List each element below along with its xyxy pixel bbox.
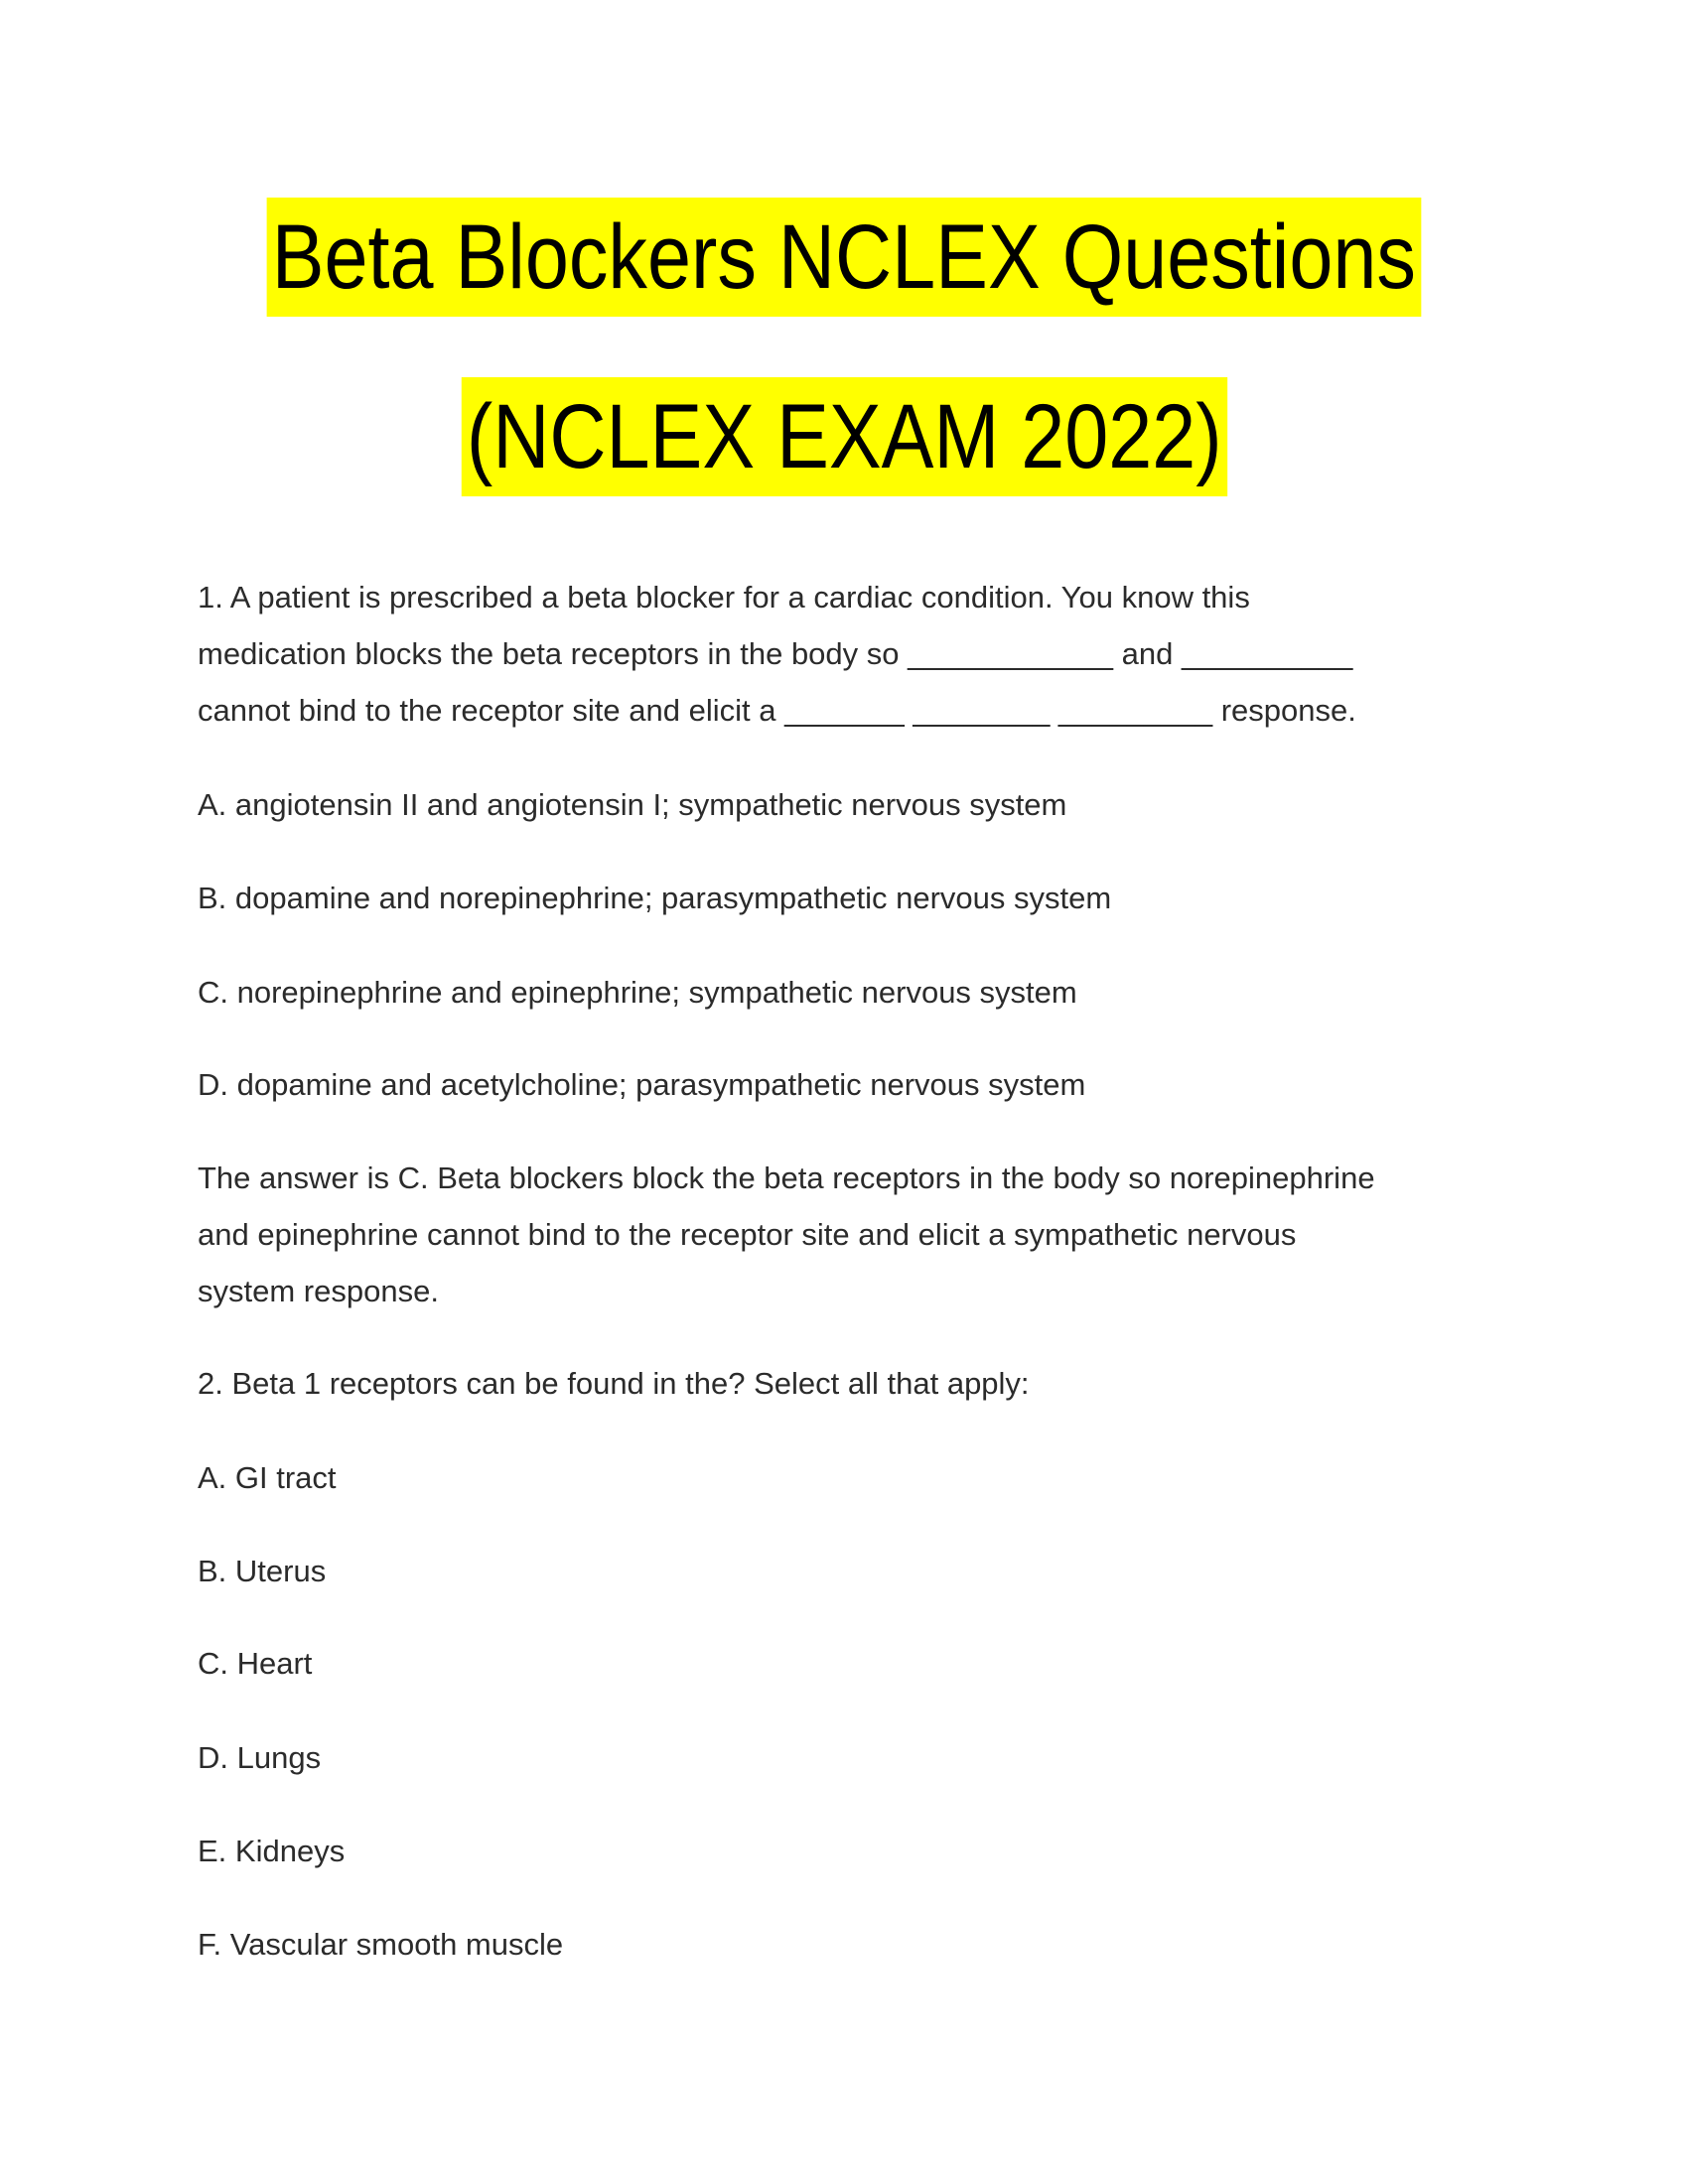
q2-option-e: E. Kidneys — [198, 1834, 346, 1868]
q1-option-c: C. norepinephrine and epinephrine; sympathetic nervous system — [198, 975, 1077, 1010]
q2-option-a: A. GI tract — [198, 1460, 337, 1495]
answer-line: The answer is C. Beta blockers block the beta receptors in the body so norepinephrine — [198, 1160, 1375, 1195]
question-line: cannot bind to the receptor site and elicit a _______ ________ _________ response. — [198, 693, 1356, 728]
title-line-1 — [0, 198, 1688, 317]
answer-line: and epinephrine cannot bind to the receptor site and elicit a sympathetic nervous — [198, 1217, 1297, 1252]
title-text: Beta Blockers NCLEX Questions — [267, 198, 1421, 317]
answer-line: system response. — [198, 1274, 439, 1308]
question-1 — [198, 569, 1488, 739]
q2-option-c: C. Heart — [198, 1646, 313, 1681]
q2-option-d: D. Lungs — [198, 1740, 322, 1775]
q2-option-f: F. Vascular smooth muscle — [198, 1927, 564, 1962]
title-text: (NCLEX EXAM 2022) — [461, 377, 1226, 496]
title-line-2 — [0, 377, 1688, 496]
question-line: 1. A patient is prescribed a beta blocker for a cardiac condition. You know this — [198, 580, 1250, 614]
q1-option-d: D. dopamine and acetylcholine; parasympathetic nervous system — [198, 1067, 1086, 1102]
q1-option-a: A. angiotensin II and angiotensin I; sympathetic nervous system — [198, 787, 1067, 822]
q1-answer — [198, 1150, 1488, 1319]
question-line: medication blocks the beta receptors in the body so ____________ and __________ — [198, 636, 1353, 671]
question-2: 2. Beta 1 receptors can be found in the? Select all that apply: — [198, 1366, 1030, 1401]
q1-option-b: B. dopamine and norepinephrine; parasympathetic nervous system — [198, 881, 1112, 915]
q2-option-b: B. Uterus — [198, 1554, 327, 1588]
